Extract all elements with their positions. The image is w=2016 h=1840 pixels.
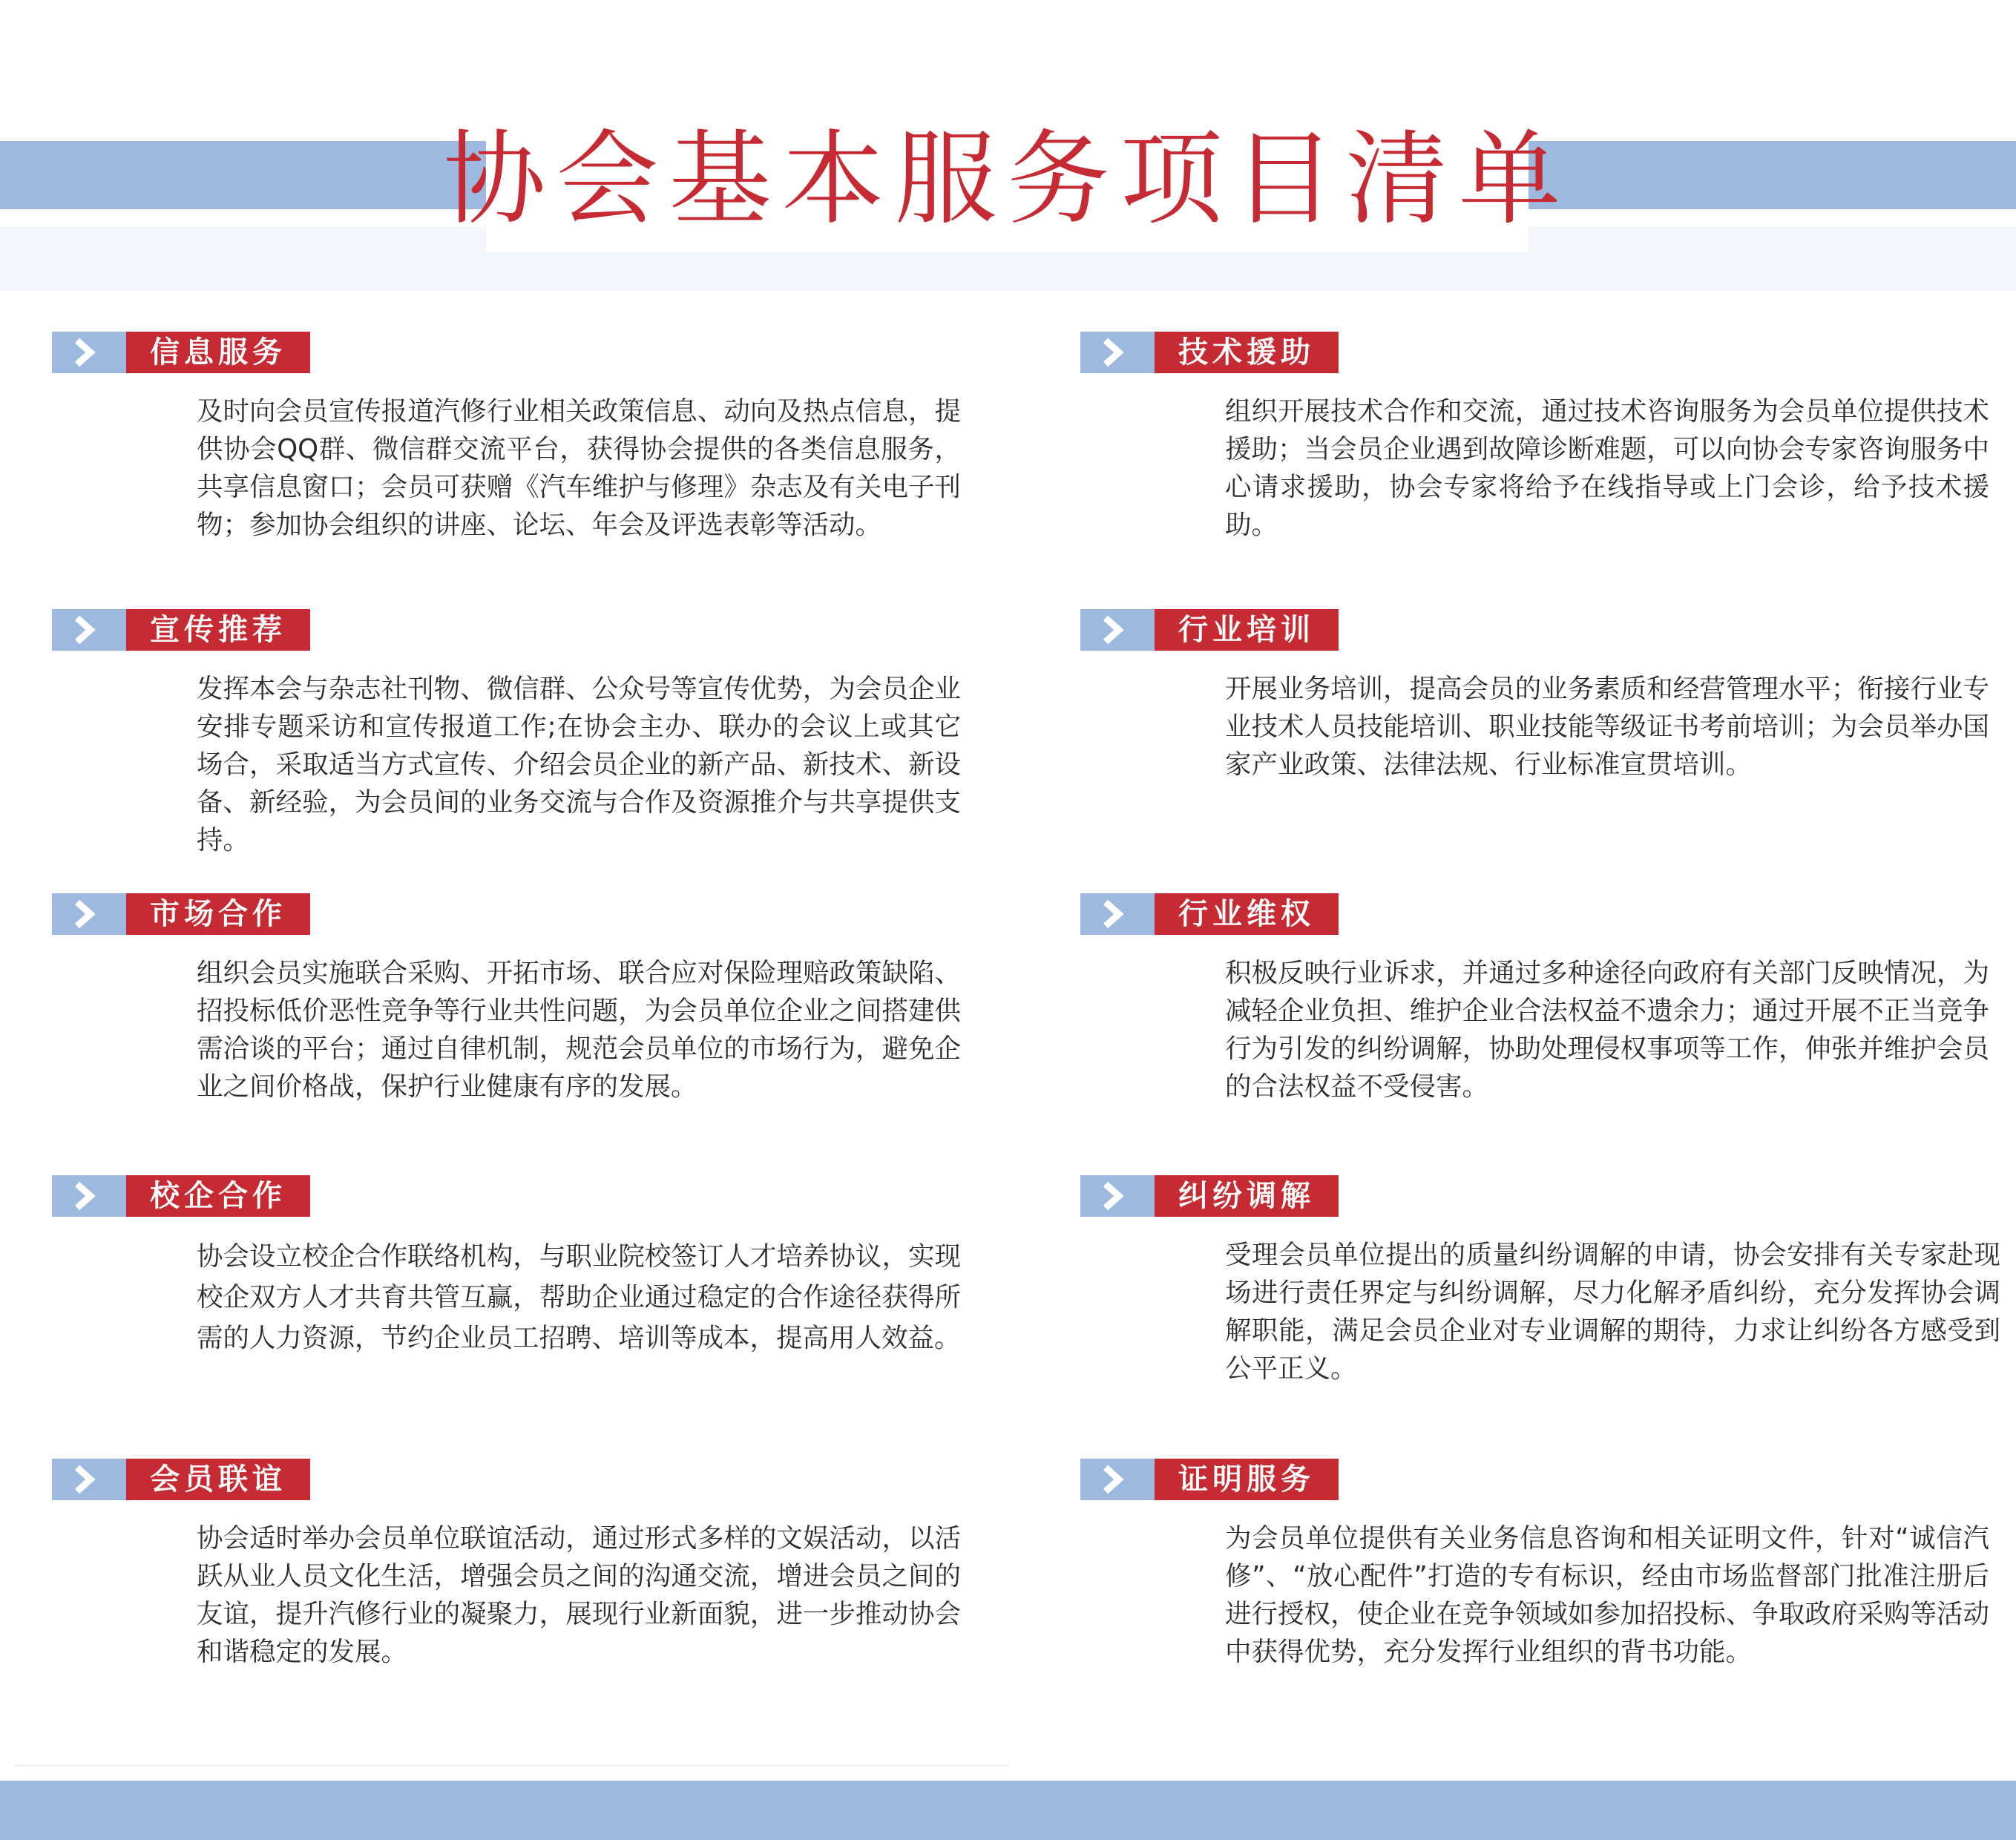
section-publicity bbox=[52, 609, 961, 859]
chevron-right-icon bbox=[52, 332, 126, 373]
section-body: 组织开展技术合作和交流，通过技术咨询服务为会员单位提供技术援助；当会员企业遇到故障诊断难题，可以向协会专家咨询服务中心请求援助，协会专家将给予在线指导或上门会诊，给予技术援助。 bbox=[1225, 396, 1989, 540]
section-member-fellowship bbox=[52, 1459, 961, 1671]
section-body: 受理会员单位提出的质量纠纷调解的申请，协会安排有关专家赴现场进行责任界定与纠纷调解，尽力化解矛盾纠纷，充分发挥协会调解职能，满足会员企业对专业调解的期待，力求让纠纷各方感受到公平正义。 bbox=[1225, 1240, 2000, 1384]
section-school-enterprise bbox=[52, 1175, 961, 1358]
section-header bbox=[52, 332, 838, 373]
chevron-right-icon bbox=[1080, 332, 1155, 373]
section-header bbox=[1080, 893, 1867, 935]
section-body: 协会设立校企合作联络机构，与职业院校签订人才培养协议，实现校企双方人才共育共管互赢，帮助企业通过稳定的合作途径获得所需的人力资源，节约企业员工招聘、培训等成本，提高用人效益。 bbox=[197, 1241, 961, 1353]
section-info-service bbox=[52, 332, 961, 544]
chevron-right-icon bbox=[52, 1175, 126, 1217]
chevron-right-icon bbox=[52, 1459, 126, 1500]
chevron-right-icon bbox=[1080, 893, 1155, 935]
section-dispute-mediation bbox=[1080, 1175, 2000, 1387]
section-label: 宣传推荐 bbox=[126, 609, 310, 651]
section-label: 证明服务 bbox=[1155, 1459, 1339, 1500]
section-label: 校企合作 bbox=[126, 1175, 310, 1217]
section-header bbox=[52, 1459, 838, 1500]
section-header bbox=[1080, 332, 1867, 373]
chevron-right-icon bbox=[1080, 1175, 1155, 1217]
section-header bbox=[52, 893, 838, 935]
chevron-right-icon bbox=[52, 893, 126, 935]
divider bbox=[15, 1764, 1009, 1767]
section-label: 市场合作 bbox=[126, 893, 310, 935]
section-body: 发挥本会与杂志社刊物、微信群、公众号等宣传优势，为会员企业安排专题采访和宣传报道工作;在协会主办、联办的会议上或其它场合，采取适当方式宣传、介绍会员企业的新产品、新技术、新设备、新经验，为会员间的业务交流与合作及资源推介与共享提供支持。 bbox=[197, 674, 961, 855]
section-label: 纠纷调解 bbox=[1155, 1175, 1339, 1217]
section-header bbox=[1080, 1459, 1867, 1500]
section-header bbox=[1080, 1175, 1867, 1217]
section-tech-assistance bbox=[1080, 332, 1989, 544]
section-label: 信息服务 bbox=[126, 332, 310, 373]
section-body: 为会员单位提供有关业务信息咨询和相关证明文件，针对“诚信汽修”、“放心配件”打造的专有标识，经由市场监督部门批准注册后进行授权，使企业在竞争领域如参加招投标、争取政府采购等活动中获得优势，充分发挥行业组织的背书功能。 bbox=[1225, 1523, 1989, 1667]
section-body: 组织会员实施联合采购、开拓市场、联合应对保险理赔政策缺陷、招投标低价恶性竞争等行业共性问题，为会员单位企业之间搭建供需洽谈的平台；通过自律机制，规范会员单位的市场行为，避免企业之间价格战，保护行业健康有序的发展。 bbox=[197, 958, 961, 1102]
section-body: 开展业务培训，提高会员的业务素质和经营管理水平；衔接行业专业技术人员技能培训、职业技能等级证书考前培训；为会员举办国家产业政策、法律法规、行业标准宣贯培训。 bbox=[1225, 674, 1989, 780]
section-label: 技术援助 bbox=[1155, 332, 1339, 373]
section-body: 积极反映行业诉求，并通过多种途径向政府有关部门反映情况，为减轻企业负担、维护企业合法权益不遗余力；通过开展不正当竞争行为引发的纠纷调解，协助处理侵权事项等工作，伸张并维护会员的合法权益不受侵害。 bbox=[1225, 958, 1989, 1102]
section-label: 行业维权 bbox=[1155, 893, 1339, 935]
section-rights-protection bbox=[1080, 893, 1989, 1105]
chevron-right-icon bbox=[1080, 609, 1155, 651]
section-label: 会员联谊 bbox=[126, 1459, 310, 1500]
section-body: 协会适时举办会员单位联谊活动，通过形式多样的文娱活动，以活跃从业人员文化生活，增强会员之间的沟通交流，增进会员之间的友谊，提升汽修行业的凝聚力，展现行业新面貌，进一步推动协会和谐稳定的发展。 bbox=[197, 1523, 961, 1667]
section-header bbox=[52, 609, 838, 651]
title-panel bbox=[443, 89, 1572, 252]
section-body: 及时向会员宣传报道汽修行业相关政策信息、动向及热点信息，提供协会QQ群、微信群交流平台，获得协会提供的各类信息服务，共享信息窗口；会员可获赠《汽车维护与修理》杂志及有关电子刊物；参加协会组织的讲座、论坛、年会及评选表彰等活动。 bbox=[197, 396, 961, 540]
section-industry-training bbox=[1080, 609, 1989, 783]
section-market-cooperation bbox=[52, 893, 961, 1105]
section-header bbox=[52, 1175, 838, 1217]
bottom-decorative-band bbox=[0, 1781, 2016, 1840]
section-certification bbox=[1080, 1459, 1989, 1671]
section-header bbox=[1080, 609, 1867, 651]
chevron-right-icon bbox=[52, 609, 126, 651]
chevron-right-icon bbox=[1080, 1459, 1155, 1500]
section-label: 行业培训 bbox=[1155, 609, 1339, 651]
page-title: 协会基本服务项目清单 bbox=[443, 119, 1572, 239]
